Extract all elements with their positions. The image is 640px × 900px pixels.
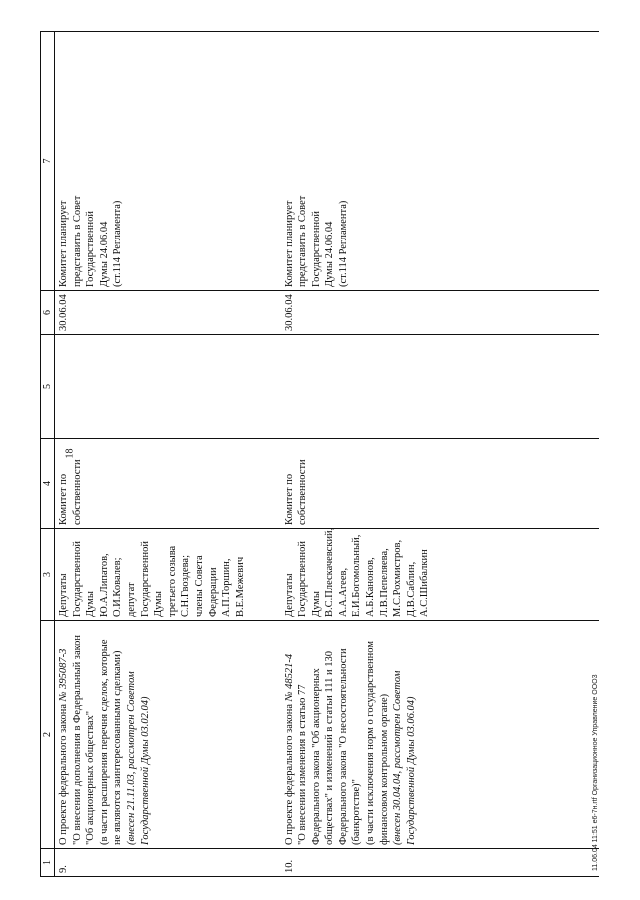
- initiator-line: Думы: [85, 591, 97, 617]
- initiator-line: Ю.А.Липатов,: [98, 553, 110, 617]
- column-header: 6: [41, 291, 55, 335]
- bill-text-line: финансовом контрольном органе): [378, 693, 390, 845]
- bill-heading: О проекте федерального закона № 48521-4: [283, 653, 295, 845]
- column-number-header: [41, 32, 55, 877]
- initiator-line: А.А.Агеев,: [337, 567, 349, 617]
- date-cell: 30.06.04: [55, 291, 279, 335]
- plan-line: представить в Совет: [297, 195, 309, 287]
- plan-line: Комитет планирует: [58, 200, 69, 287]
- initiator-line: члены Совета: [193, 555, 205, 617]
- initiator-line: А.С.Шибалкин: [419, 549, 431, 617]
- table-row: [55, 32, 279, 877]
- date-cell: 30.06.04: [279, 291, 599, 335]
- column-header: 2: [41, 621, 55, 849]
- plan-line: (ст.114 Регламента): [112, 200, 124, 287]
- column-header: 1: [41, 849, 55, 877]
- bill-text-line: обществах" и изменений в статьи 111 и 130: [324, 651, 336, 845]
- bill-code: № 48521-4: [283, 653, 295, 702]
- initiator-line: Федерации: [207, 567, 219, 617]
- committee-plan: [279, 32, 599, 291]
- bill-text-line: не являются заинтересованными сделками): [112, 650, 124, 845]
- table-row: [279, 32, 599, 877]
- initiator-line: М.С.Рохмистров,: [392, 539, 404, 617]
- initiator-line: С.Н.Гвоздева;: [180, 554, 192, 617]
- bill-description: [279, 621, 599, 849]
- bills-table: [40, 31, 599, 877]
- bill-note-line: (внесен 21.11.03, рассмотрен Советом: [125, 671, 137, 845]
- plan-line: Комитет планирует: [283, 200, 295, 287]
- responsible-committee: [279, 439, 599, 529]
- committee-plan: [55, 32, 279, 291]
- initiators: [279, 529, 599, 621]
- column-header: 5: [41, 335, 55, 439]
- rotated-table-wrapper: [40, 32, 600, 877]
- bill-text-line: Федерального закона "О несостоятельности: [337, 648, 349, 845]
- initiator-line: Думы: [153, 591, 165, 617]
- column-header: 7: [41, 32, 55, 291]
- plan-line: Государственной: [310, 211, 322, 287]
- plan-line: Думы 24.06.04: [324, 221, 336, 287]
- committee-line: собственности: [297, 459, 309, 525]
- initiators: [55, 529, 279, 621]
- responsible-committee: [55, 439, 279, 529]
- row-number: 9.: [55, 849, 279, 877]
- committee-line: собственности: [71, 459, 83, 525]
- initiator-line: Л.В.Пепеляева,: [378, 548, 390, 617]
- footer-stamp: 11.06.04 11:51 е6-7н.rtf Организационное Управление ООО3: [592, 674, 599, 871]
- committee-line: Комитет по: [58, 473, 69, 525]
- committee-line: Комитет по: [283, 473, 295, 525]
- initiator-line: О.И.Ковалев;: [112, 557, 124, 617]
- bill-note-line: Государственной Думы 03.06.04): [405, 696, 417, 845]
- page-number: 18: [64, 448, 76, 459]
- row-number: 10.: [279, 849, 599, 877]
- column-header: 3: [41, 529, 55, 621]
- initiator-line: В.С.Плескачевский,: [324, 527, 336, 617]
- bill-text-line: Федерального закона "Об акционерных: [310, 668, 322, 845]
- initiator-line: Государственной: [139, 541, 151, 617]
- initiator-line: Депутаты: [58, 573, 69, 617]
- empty-cell: [279, 335, 599, 439]
- bill-description: [55, 621, 279, 849]
- initiator-line: Государственной: [297, 541, 309, 617]
- bill-heading: О проекте федерального закона № 395087-3: [58, 648, 69, 845]
- plan-line: (ст.114 Регламента): [337, 200, 349, 287]
- bill-note-line: (внесен 30.04.04, рассмотрен Советом: [392, 670, 404, 845]
- column-header: 4: [41, 439, 55, 529]
- initiator-line: Государственной: [71, 541, 83, 617]
- plan-line: Думы 24.06.04: [98, 221, 110, 287]
- initiator-line: А.Б.Канонов,: [365, 557, 377, 617]
- bill-text-line: "О внесении изменения в статью 77: [297, 684, 309, 845]
- bill-text-line: (в части расширения перечня сделок, которые: [98, 639, 110, 845]
- initiator-line: А.П.Торшин,: [221, 558, 233, 617]
- bill-note-line: Государственной Думы 03.02.04): [139, 696, 151, 845]
- bill-text-line: (банкротстве)": [351, 779, 363, 845]
- plan-line: представить в Совет: [71, 195, 83, 287]
- initiator-line: третьего созыва: [166, 545, 178, 617]
- initiator-line: депутат: [125, 582, 137, 617]
- bill-text-line: "Об акционерных обществах": [85, 710, 97, 845]
- empty-cell: [55, 335, 279, 439]
- initiator-line: Е.И.Богомольный,: [351, 534, 363, 617]
- initiator-line: Думы: [310, 591, 322, 617]
- initiator-line: Д.В.Саблин,: [405, 561, 417, 617]
- initiator-line: Депутаты: [283, 573, 295, 617]
- plan-line: Государственной: [85, 211, 97, 287]
- bill-text-line: (в части исключения норм о государственном: [365, 641, 377, 845]
- bill-text-line: "О внесении дополнения в Федеральный закон: [71, 634, 83, 845]
- bill-code: № 395087-3: [58, 648, 69, 702]
- initiator-line: В.Е.Межевич: [234, 556, 246, 617]
